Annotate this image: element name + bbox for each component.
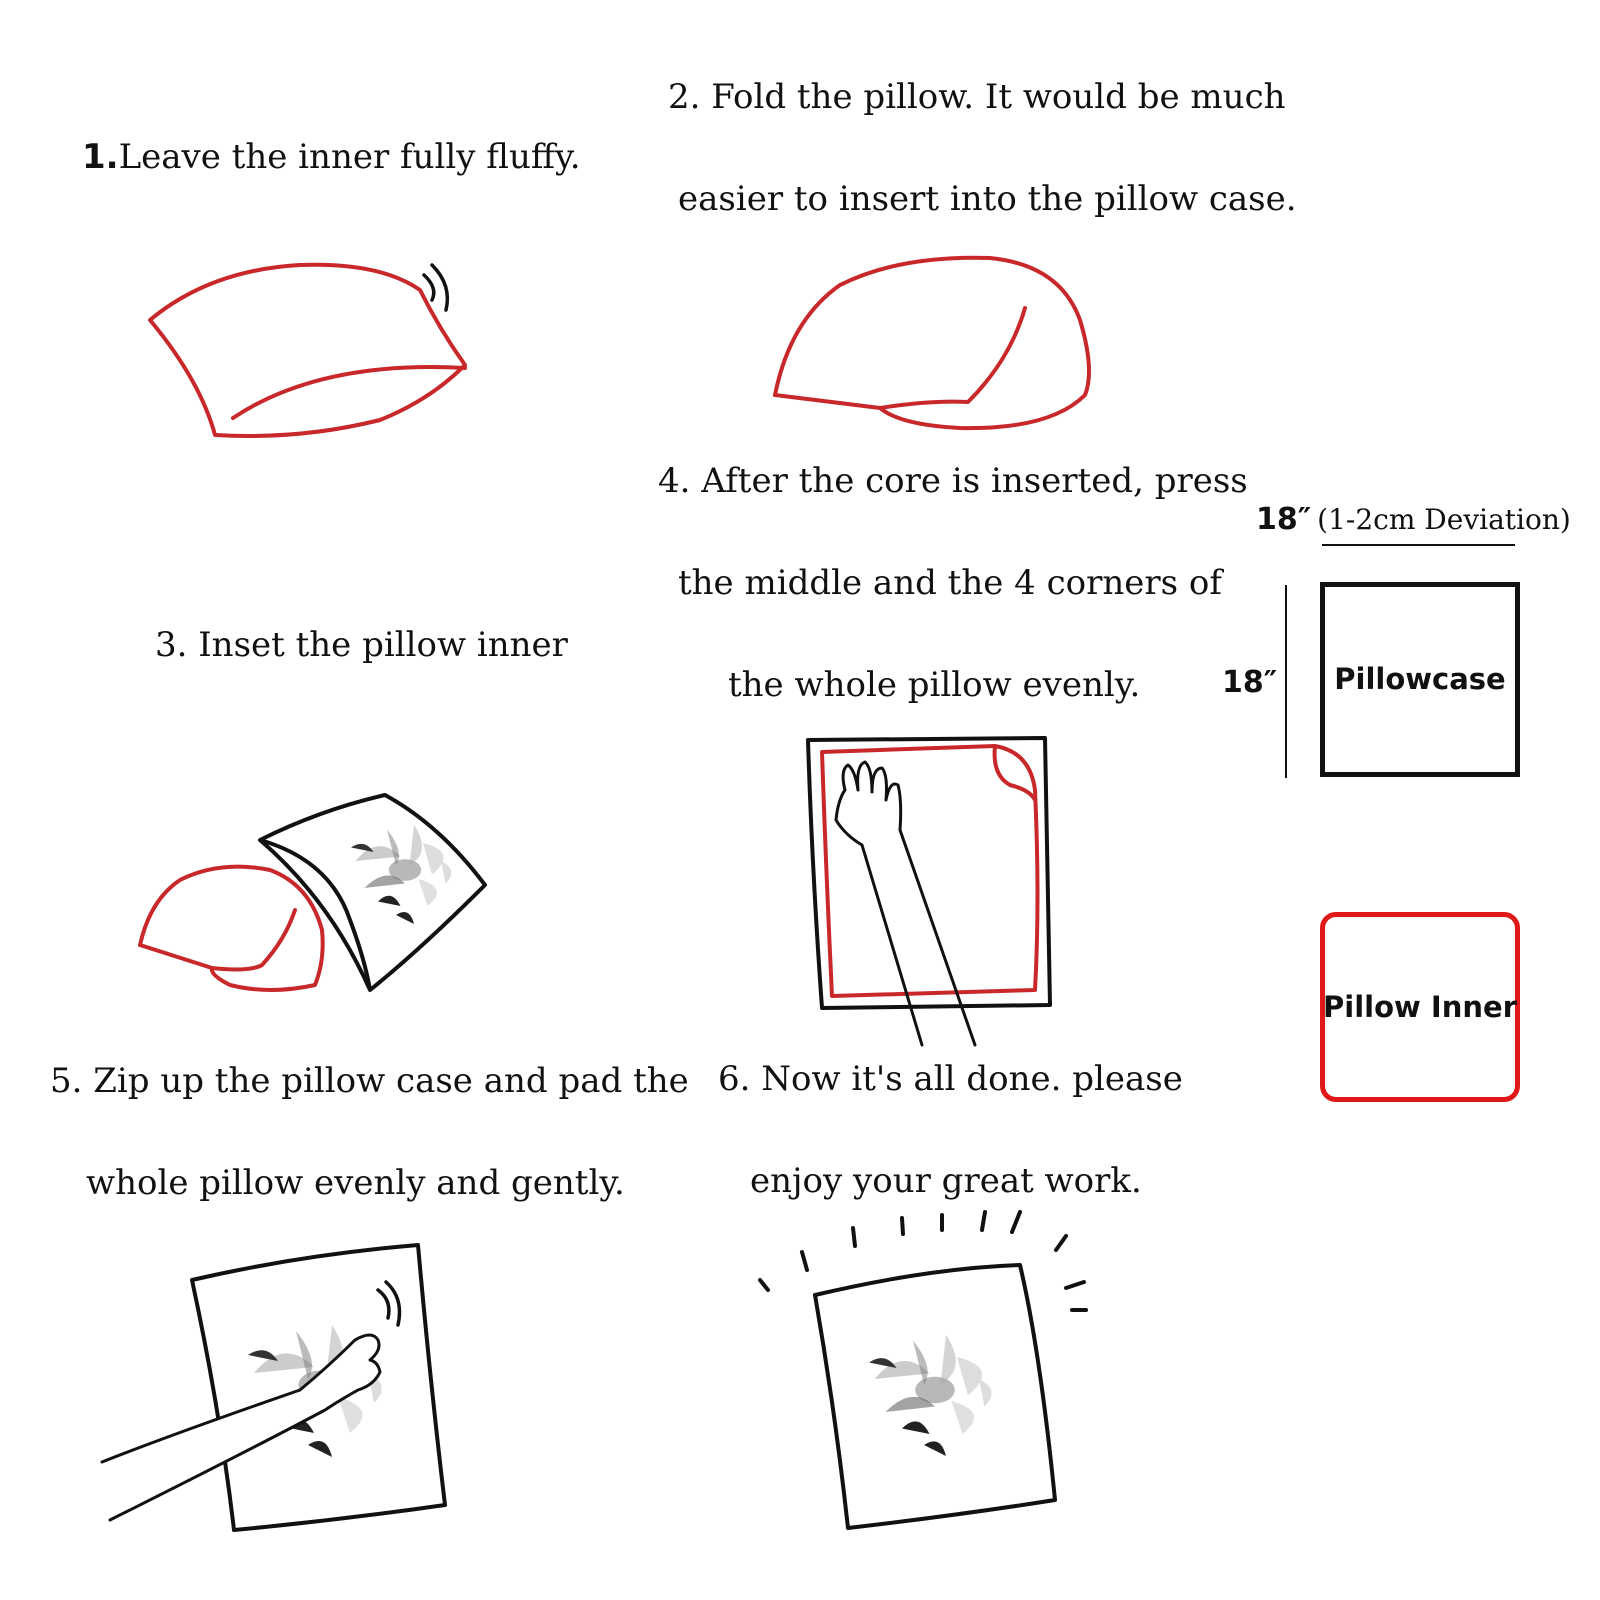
finished-pillow-icon: [760, 1212, 1086, 1528]
step-1-number: 1.: [82, 137, 119, 177]
height-label: 18″: [1222, 665, 1278, 700]
step-3-line-1: 3. Inset the pillow inner: [155, 625, 568, 665]
pillow-folded-icon: [775, 258, 1089, 428]
pillow-fluffy-icon: [150, 265, 465, 436]
pillow-inner-label: Pillow Inner: [1323, 989, 1517, 1024]
step-2-line-2: easier to insert into the pillow case.: [678, 179, 1297, 219]
step-4-line-2: the middle and the 4 corners of: [678, 563, 1222, 603]
hand-pat-icon: [102, 1245, 445, 1530]
step-5-line-2: whole pillow evenly and gently.: [86, 1163, 625, 1203]
step-6-line-2: enjoy your great work.: [750, 1161, 1142, 1201]
step-1-label: Leave the inner fully fluffy.: [118, 137, 581, 177]
deviation-note: (1-2cm Deviation): [1317, 503, 1571, 536]
step-4-line-1: 4. After the core is inserted, press: [658, 461, 1248, 501]
step-2-line-1: 2. Fold the pillow. It would be much: [668, 77, 1286, 117]
pillowcase-label: Pillowcase: [1334, 662, 1506, 696]
hand-press-icon: [808, 738, 1050, 1045]
step-5-line-1: 5. Zip up the pillow case and pad the: [50, 1061, 689, 1101]
pillow-insert-icon: [140, 795, 485, 990]
step-6-line-1: 6. Now it's all done. please: [718, 1059, 1183, 1099]
width-label: 18″: [1256, 502, 1312, 537]
step-4-line-3: the whole pillow evenly.: [728, 665, 1141, 705]
